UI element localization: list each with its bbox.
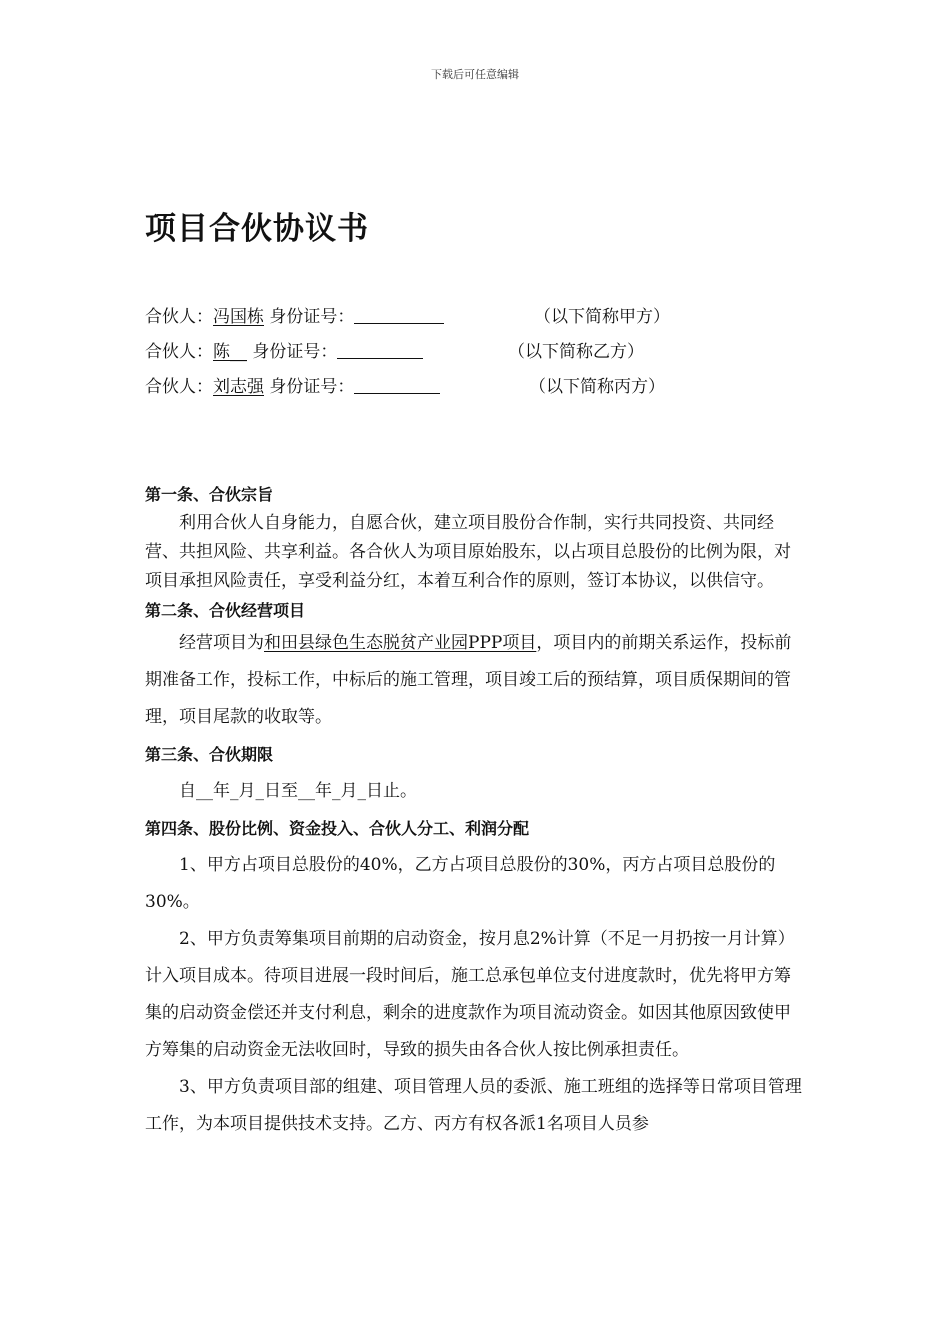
party-alias: （以下简称乙方） <box>508 342 644 362</box>
article-4-item-3: 3、甲方负责项目部的组建、项目管理人员的委派、施工班组的选择等日常项目管理工作，为本项目提供技术支持。乙方、丙方有权各派1名项目人员参 <box>145 1077 802 1134</box>
party-alias: （以下简称甲方） <box>534 307 670 327</box>
project-name: 和田县绿色生态脱贫产业园PPP项目 <box>264 633 537 653</box>
article-1-text: 利用合伙人自身能力，自愿合伙，建立项目股份合作制，实行共同投资、共同经营、共担风险、共享利益。各合伙人为项目原始股东，以占项目总股份的比例为限，对项目承担风险责任，享受利益分红，本着互利合作的原则，签订本协议，以供信守。 <box>145 513 791 591</box>
party-line-b <box>145 338 825 373</box>
document-title: 项目合伙协议书 <box>145 211 369 247</box>
id-label: 身份证号： <box>269 307 355 327</box>
article-3-heading: 第三条、合伙期限 <box>145 745 274 764</box>
party-label: 合伙人： <box>145 377 213 397</box>
party-alias: （以下简称丙方） <box>529 377 665 397</box>
party-list <box>145 303 825 408</box>
article-4-heading: 第四条、股份比例、资金投入、合伙人分工、利润分配 <box>145 819 530 838</box>
article-1-heading: 第一条、合伙宗旨 <box>145 485 274 504</box>
party-label: 合伙人： <box>145 342 213 362</box>
header-note: 下载后可任意编辑 <box>431 68 519 81</box>
id-label: 身份证号： <box>252 342 338 362</box>
article-2-text <box>145 625 805 736</box>
article-4-item-1: 1、甲方占项目总股份的40%，乙方占项目总股份的30%，丙方占项目总股份的30%。 <box>145 855 776 912</box>
article-2-heading: 第二条、合伙经营项目 <box>145 601 306 620</box>
id-blank <box>354 305 444 324</box>
id-blank <box>354 375 440 394</box>
article-3-text: 自__年_月_日至__年_月_日止。 <box>179 781 417 801</box>
agreement-body <box>145 480 805 1143</box>
party-line-c <box>145 373 825 408</box>
article-4-item-2: 2、甲方负责筹集项目前期的启动资金，按月息2%计算（不足一月扔按一月计算）计入项目成本。待项目进展一段时间后，施工总承包单位支付进度款时，优先将甲方筹集的启动资金偿还并支付利息，剩余的进度款作为项目流动资金。如因其他原因致使甲方筹集的启动资金无法收回时，导致的损失由各合伙人按比例承担责任。 <box>145 929 795 1060</box>
party-line-a <box>145 303 825 338</box>
party-label: 合伙人： <box>145 307 213 327</box>
party-name: 刘志强 <box>213 377 264 397</box>
article-2-text-after: ，项目内的前期关系运作，投标前期准备工作，投标工作，中标后的施工管理，项目竣工后的预结算，项目质保期间的管理，项目尾款的收取等。 <box>145 633 792 727</box>
id-label: 身份证号： <box>269 377 355 397</box>
party-name: 陈__ <box>213 342 247 362</box>
id-blank <box>337 340 423 359</box>
article-2-text-before: 经营项目为 <box>179 633 264 653</box>
party-name: 冯国栋 <box>213 307 264 327</box>
